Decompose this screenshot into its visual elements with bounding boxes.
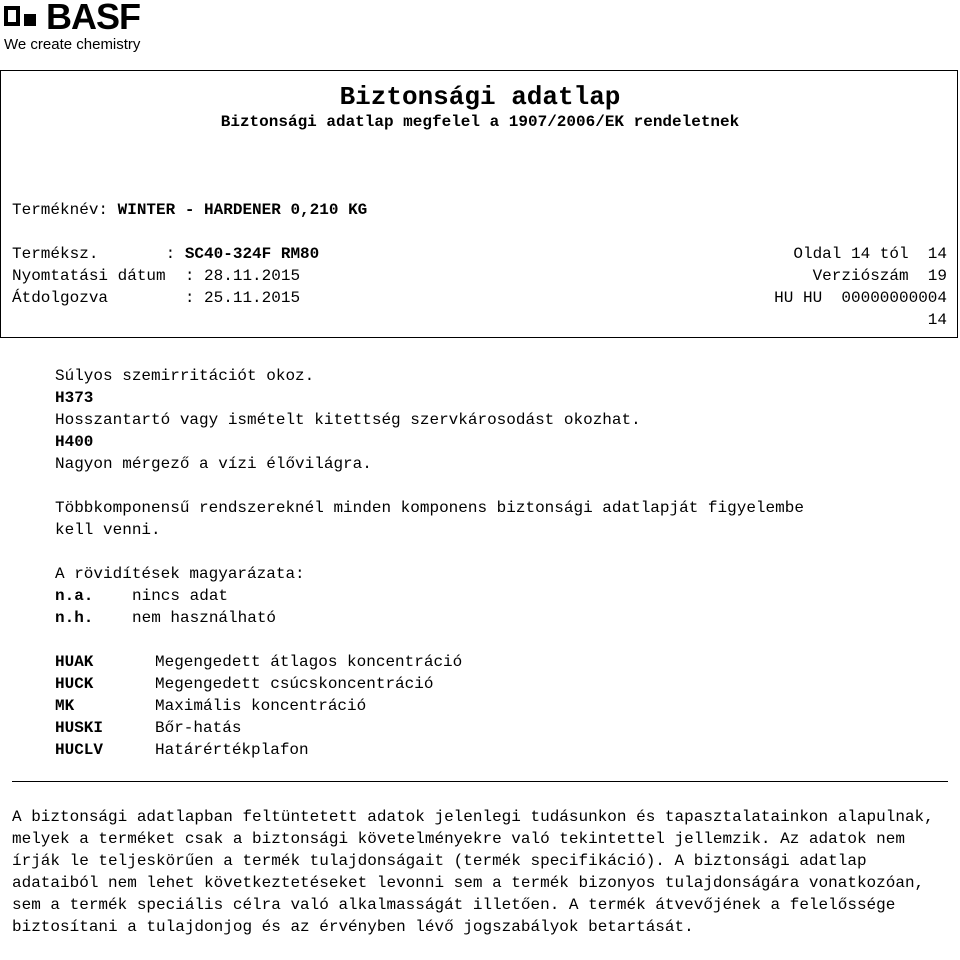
abbr-value-huck: Megengedett csúcskoncentráció xyxy=(155,675,434,693)
print-date-label: Nyomtatási dátum : xyxy=(12,267,205,285)
print-date-value: 28.11.2015 xyxy=(204,267,301,285)
revised-row xyxy=(12,287,300,309)
abbr-key-mk: MK xyxy=(55,697,75,715)
hazard-code-h400: H400 xyxy=(55,433,94,451)
abbr-value-mk: Maximális koncentráció xyxy=(155,697,367,715)
abbr-key-na: n.a. xyxy=(55,587,94,605)
disclaimer-text: A biztonsági adatlapban feltüntetett adatok jelenlegi tudásunkon és tapasztalatainkon alapulnak, melyek a terméket csak a biztonsági követelményekre való tekintettel jellemzik. Az adatok nem írják le teljeskörűen a termék tulajdonságait (termék specifikáció). A biztonsági adatlap adataiból nem lehet következtetéseket levonni sem a termék bizonyos tulajdonságára vonatkozóan, sem a termék speciális célra való alkalmasságát illetően. A termék átvevőjének a felelőssége biztosítani a tulajdonjog és az érvényben lévő jogszabályok betartását. xyxy=(12,808,934,936)
product-number-row xyxy=(12,243,319,265)
abbr-key-huski: HUSKI xyxy=(55,719,104,737)
abbr-key-huak: HUAK xyxy=(55,653,94,671)
brand-tagline: We create chemistry xyxy=(4,36,141,53)
multi-component-note-line2: kell venni. xyxy=(55,521,161,539)
abbr-key-huclv: HUCLV xyxy=(55,741,104,759)
hazard-text-eye: Súlyos szemirritációt okoz. xyxy=(55,367,315,385)
document-code-line2: 14 xyxy=(927,311,947,329)
basf-logo-mark xyxy=(4,2,42,28)
hazard-code-h373: H373 xyxy=(55,389,94,407)
product-name-row xyxy=(12,199,367,221)
multi-component-note-line1: Többkomponensű rendszereknél minden komponens biztonsági adatlapját figyelembe xyxy=(55,499,804,517)
product-number-label: Terméksz. : xyxy=(12,245,185,263)
brand-name: BASF xyxy=(46,0,140,37)
abbr-value-huski: Bőr-hatás xyxy=(155,719,242,737)
abbr-value-nh: nem használható xyxy=(132,609,277,627)
revised-label: Átdolgozva : xyxy=(12,289,205,307)
document-subtitle: Biztonsági adatlap megfelel a 1907/2006/EK rendeletnek xyxy=(220,113,740,131)
document-code: HU HU 00000000004 xyxy=(774,289,947,307)
version-info: Verziószám 19 xyxy=(812,267,947,285)
revised-value: 25.11.2015 xyxy=(204,289,301,307)
product-name-label: Terméknév: xyxy=(12,201,118,219)
abbr-value-na: nincs adat xyxy=(132,587,229,605)
print-date-row xyxy=(12,265,300,287)
product-name-value: WINTER - HARDENER 0,210 KG xyxy=(117,201,368,219)
abbreviations-heading: A rövidítések magyarázata: xyxy=(55,565,305,583)
abbr-key-nh: n.h. xyxy=(55,609,94,627)
hazard-text-h400: Nagyon mérgező a vízi élővilágra. xyxy=(55,455,372,473)
page-info: Oldal 14 tól 14 xyxy=(793,245,947,263)
hazard-text-h373: Hosszantartó vagy ismételt kitettség szervkárosodást okozhat. xyxy=(55,411,641,429)
section-divider xyxy=(12,781,948,782)
abbr-key-huck: HUCK xyxy=(55,675,94,693)
product-number-value: SC40-324F RM80 xyxy=(184,245,320,263)
abbr-value-huak: Megengedett átlagos koncentráció xyxy=(155,653,463,671)
abbr-value-huclv: Határértékplafon xyxy=(155,741,309,759)
document-title: Biztonsági adatlap xyxy=(339,82,621,112)
